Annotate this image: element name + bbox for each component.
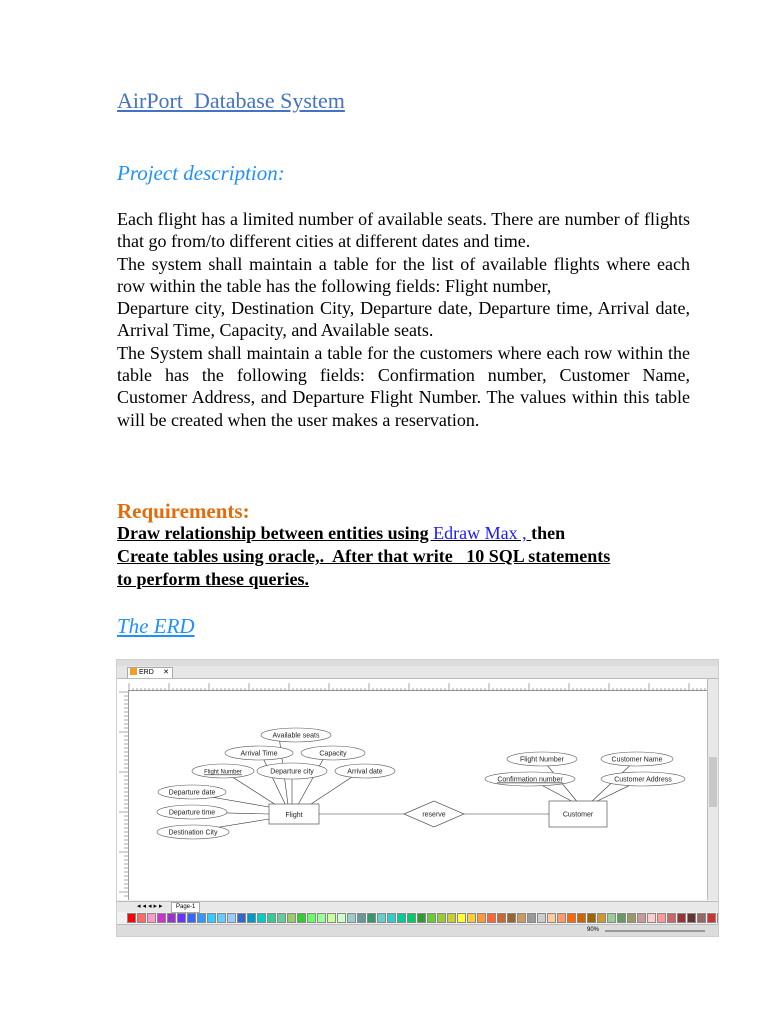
color-swatch[interactable] (127, 913, 136, 923)
color-swatch[interactable] (177, 913, 186, 923)
color-swatch[interactable] (367, 913, 376, 923)
color-swatch[interactable] (417, 913, 426, 923)
color-swatch[interactable] (687, 913, 696, 923)
erd-heading: The ERD (117, 614, 195, 638)
color-swatch[interactable] (247, 913, 256, 923)
color-swatch[interactable] (197, 913, 206, 923)
paragraph: The System shall maintain a table for the customers where each row within the table has the following fields: Confirmation number, Customer Name, Customer Address, and Departure Flight Number. The values within this table will be created when the user makes a reservation. (117, 342, 690, 430)
requirements-heading: Requirements: (117, 499, 250, 523)
document-icon (130, 668, 137, 675)
color-swatch[interactable] (397, 913, 406, 923)
color-swatch[interactable] (427, 913, 436, 923)
color-swatch[interactable] (217, 913, 226, 923)
color-swatch[interactable] (147, 913, 156, 923)
color-swatch[interactable] (337, 913, 346, 923)
ruler-ticks (117, 690, 128, 900)
requirements-line-1 (117, 522, 697, 545)
color-swatch[interactable] (407, 913, 416, 923)
attribute-label: Confirmation number (497, 776, 563, 784)
erd-screenshot (116, 659, 719, 937)
document-tab-bar (117, 666, 718, 679)
color-swatch[interactable] (667, 913, 676, 923)
page-navigation-arrows-icon[interactable]: ◂◂◂▸▸ (137, 903, 165, 910)
color-swatch[interactable] (137, 913, 146, 923)
color-swatch[interactable] (697, 913, 706, 923)
entity-label: Flight (285, 812, 303, 819)
color-swatch[interactable] (507, 913, 516, 923)
color-swatch[interactable] (187, 913, 196, 923)
horizontal-ruler (117, 679, 718, 691)
color-swatch[interactable] (207, 913, 216, 923)
color-swatch[interactable] (317, 913, 326, 923)
color-swatch[interactable] (607, 913, 616, 923)
color-swatch[interactable] (567, 913, 576, 923)
relationship-label: reserve (422, 811, 446, 819)
requirements-line-2: Create tables using oracle,. After that write 10 SQL statements (117, 546, 611, 566)
attribute-label: Destination City (168, 829, 218, 837)
edraw-max-link[interactable]: Edraw Max , (433, 523, 532, 543)
color-swatch[interactable] (627, 913, 636, 923)
color-swatch[interactable] (287, 913, 296, 923)
attribute-label: Customer Address (614, 776, 672, 784)
color-swatch[interactable] (357, 913, 366, 923)
attribute-label: Capacity (319, 750, 347, 758)
color-swatch[interactable] (707, 913, 716, 923)
color-swatch[interactable] (267, 913, 276, 923)
attribute-label: Customer Name (611, 756, 663, 764)
color-swatch[interactable] (307, 913, 316, 923)
entity-label: Customer (562, 811, 594, 819)
color-swatch[interactable] (517, 913, 526, 923)
color-swatch[interactable] (537, 913, 546, 923)
vertical-scrollbar[interactable] (707, 679, 719, 900)
attribute-label: Available seats (272, 732, 320, 740)
color-palette[interactable] (127, 913, 719, 922)
page-tab[interactable]: Page-1 (171, 902, 200, 913)
color-swatch[interactable] (277, 913, 286, 923)
paragraph: Each flight has a limited number of available seats. There are number of flights that go from/to different cities at different dates and time. (117, 209, 690, 252)
page-bar (117, 901, 718, 912)
attribute-label: Arrival date (347, 768, 383, 776)
requirements-text: then (531, 523, 566, 543)
requirements-body (117, 522, 697, 591)
color-swatch[interactable] (387, 913, 396, 923)
attribute-label: Arrival Time (240, 750, 278, 758)
color-swatch[interactable] (487, 913, 496, 923)
erd-diagram (129, 691, 707, 900)
erd-document-tab[interactable] (127, 667, 173, 678)
attribute-label: Departure time (168, 809, 216, 817)
color-swatch[interactable] (717, 913, 719, 923)
color-swatch[interactable] (617, 913, 626, 923)
color-swatch[interactable] (157, 913, 166, 923)
color-swatch[interactable] (437, 913, 446, 923)
color-swatch[interactable] (577, 913, 586, 923)
color-swatch[interactable] (167, 913, 176, 923)
color-swatch[interactable] (547, 913, 556, 923)
color-swatch[interactable] (527, 913, 536, 923)
color-swatch[interactable] (637, 913, 646, 923)
diagram-canvas[interactable] (129, 691, 707, 900)
color-swatch[interactable] (237, 913, 246, 923)
color-swatch[interactable] (597, 913, 606, 923)
attribute-label: Flight Number (204, 769, 242, 776)
attribute-label: Flight Number (520, 756, 564, 764)
color-swatch[interactable] (557, 913, 566, 923)
requirements-text: Draw relationship between entities using (117, 523, 434, 543)
close-icon[interactable]: ✕ (163, 669, 169, 676)
color-swatch[interactable] (587, 913, 596, 923)
color-swatch[interactable] (447, 913, 456, 923)
color-swatch[interactable] (497, 913, 506, 923)
attribute-label: Departure date (168, 789, 216, 797)
project-description-body (117, 208, 690, 431)
color-swatch[interactable] (257, 913, 266, 923)
color-swatch[interactable] (457, 913, 466, 923)
scrollbar-thumb[interactable] (709, 757, 717, 807)
zoom-level: 90% (587, 927, 600, 933)
color-swatch[interactable] (677, 913, 686, 923)
color-swatch[interactable] (377, 913, 386, 923)
paragraph: Departure city, Destination City, Departure date, Departure time, Arrival date, Arrival Time, Capacity, and Available seats. (117, 298, 690, 341)
vertical-ruler (117, 690, 129, 900)
zoom-slider[interactable] (605, 930, 705, 932)
document-title: AirPort Database System (117, 88, 345, 113)
color-swatch[interactable] (467, 913, 476, 923)
paragraph: The system shall maintain a table for the list of available flights where each row within the table has the following fields: Flight number, (117, 253, 690, 296)
color-swatch[interactable] (327, 913, 336, 923)
status-bar (117, 924, 718, 937)
color-swatch[interactable] (347, 913, 356, 923)
tab-label: ERD (139, 669, 154, 676)
project-description-heading: Project description: (117, 161, 285, 185)
requirements-line-3: to perform these queries. (117, 569, 309, 589)
color-swatch[interactable] (227, 913, 236, 923)
color-swatch[interactable] (657, 913, 666, 923)
attribute-label: Departure city (270, 768, 314, 776)
color-swatch[interactable] (477, 913, 486, 923)
color-swatch[interactable] (647, 913, 656, 923)
color-swatch[interactable] (297, 913, 306, 923)
